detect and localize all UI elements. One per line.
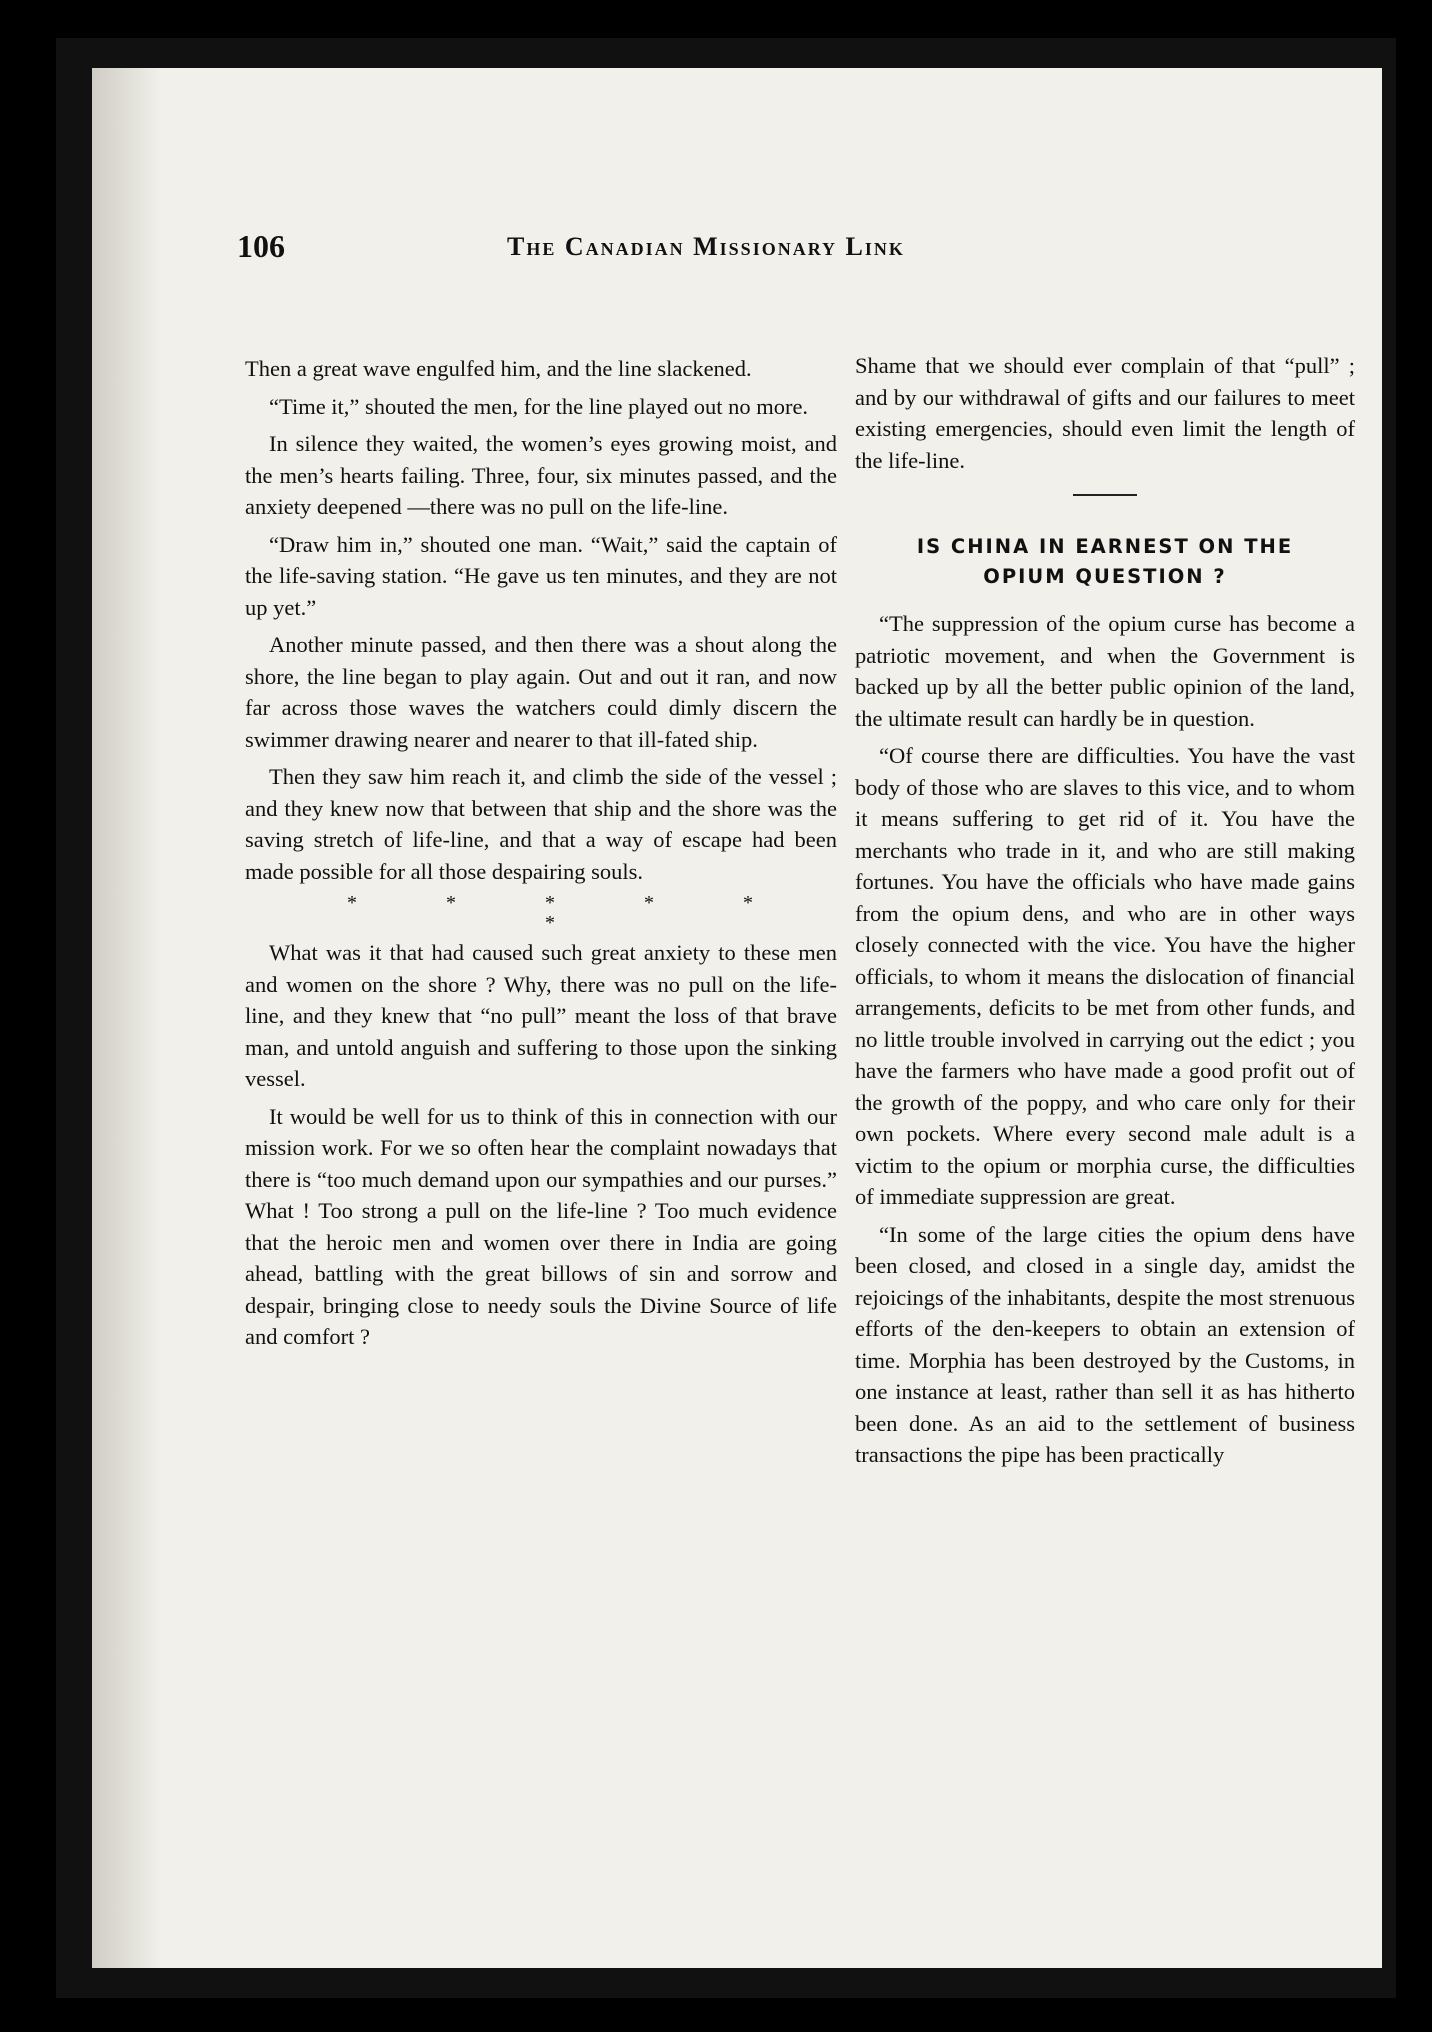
right-column [855, 350, 1355, 1477]
divider [1073, 494, 1137, 496]
page-header [237, 228, 1367, 278]
page-number: 106 [237, 228, 285, 264]
paragraph: It would be well for us to think of this in connection with our mission work. For we so often hear the complaint nowadays that there is “too much demand upon our sympathies and our purses.” What ! Too strong a pull on the life-line ? Too much evidence that the heroic men and women over there in India are going ahead, battling with the great billows of sin and sorrow and despair, bringing close to needy souls the Divine Source of life and comfort ? [245, 1103, 837, 1349]
article-heading [855, 532, 1355, 592]
paragraph: “Draw him in,” shouted one man. “Wait,” said the captain of the life-saving station. “He gave us ten minutes, and they are not up yet.” [245, 531, 837, 620]
article-heading-line: IS CHINA IN EARNEST ON THE [916, 535, 1294, 558]
article-heading-line: OPIUM QUESTION ? [983, 565, 1227, 588]
running-title: The Canadian Missionary Link [507, 232, 905, 261]
paragraph: In silence they waited, the women’s eyes growing moist, and the men’s hearts failing. Three, four, six minutes passed, and the anxiety deepened —there was no pull on the life-line. [245, 431, 837, 519]
continued-paragraph: Shame that we should ever complain of that “pull” ; and by our withdrawal of gifts and our failures to meet existing emergencies, should even limit the length of the life-line. [855, 353, 1355, 473]
paragraph: “Of course there are difficulties. You have the vast body of those who are slaves to this vice, and to whom it means suffering to get rid of it. You have the merchants who trade in it, and who are still making fortunes. You have the officials who have made gains from the opium dens, and who are in other ways closely connected with the vice. You have the higher officials, to whom it means the dislocation of financial arrangements, deficits to be met from other funds, and no little trouble involved in carrying out the edict ; you have the farmers who have made a good profit out of the growth of the poppy, and who care only for their own pockets. Where every second male adult is a victim to the opium or morphia curse, the difficulties of immediate suppression are great. [855, 743, 1355, 1209]
paragraph: “The suppression of the opium curse has become a patriotic movement, and when the Government is backed up by all the better public opinion of the land, the ultimate result can hardly be in question. [855, 611, 1355, 731]
paragraph: “Time it,” shouted the men, for the line played out no more. [269, 393, 809, 419]
paragraph: Another minute passed, and then there was a shout along the shore, the line began to play again. Out and out it ran, and now far across those waves the watchers could dimly discern the swimmer drawing nearer and nearer to that ill-fated ship. [245, 632, 837, 752]
paragraph: Then a great wave engulfed him, and the line slackened. [245, 356, 752, 381]
document-page [92, 68, 1382, 1968]
paragraph: “In some of the large cities the opium dens have been closed, and closed in a single day, amidst the rejoicings of the inhabitants, despite the most strenuous efforts of the den-keepers to obtain an extension of time. Morphia has been destroyed by the Customs, in one instance at least, rather than sell it as has hitherto been done. As an aid to the settlement of business transactions the pipe has been practically [855, 1221, 1355, 1467]
section-break: * * * * * * [347, 892, 795, 934]
paragraph: Then they saw him reach it, and climb the side of the vessel ; and they knew now that between that ship and the shore was the saving stretch of life-line, and that a way of escape had been made possible for all those despairing souls. [245, 764, 837, 884]
left-column [245, 353, 837, 1359]
paragraph: What was it that had caused such great anxiety to these men and women on the shore ? Why, there was no pull on the life-line, and they knew that “no pull” meant the loss of that brave man, and untold anguish and suffering to those upon the sinking vessel. [245, 940, 837, 1091]
